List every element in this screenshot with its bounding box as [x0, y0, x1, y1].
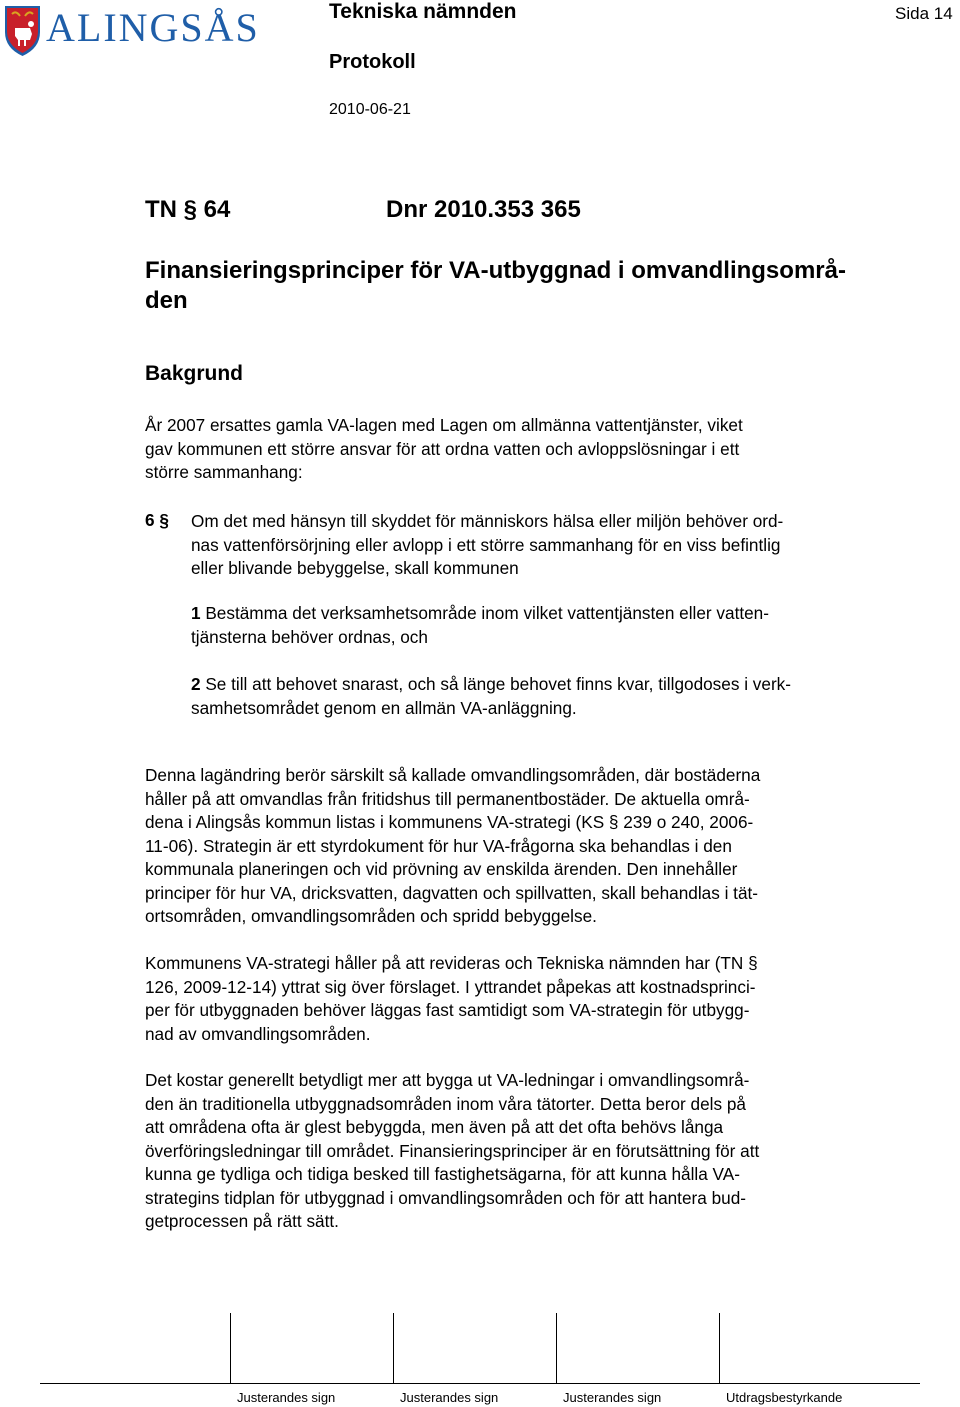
- law-item-number: 1: [191, 603, 201, 623]
- text-line: 126, 2009-12-14) yttrat sig över förslaget. I yttrandet påpekas att kostnadsprinci-: [145, 976, 756, 997]
- signature-divider: [230, 1313, 231, 1383]
- paragraph-reference: TN § 64: [145, 196, 231, 223]
- text-line: Kommunens VA-strategi håller på att revideras och Tekniska nämnden har (TN §: [145, 953, 758, 973]
- law-item-number: 2: [191, 674, 201, 694]
- signature-divider: [719, 1313, 720, 1383]
- law-item-text: Se till att behovet snarast, och så länge behovet finns kvar, tillgodoses i verk-: [205, 674, 791, 694]
- meeting-date: 2010-06-21: [329, 101, 411, 118]
- text-line: per för utbyggnaden behöver läggas fast samtidigt som VA-strategin för utbygg-: [145, 1000, 750, 1020]
- signature-divider: [556, 1313, 557, 1383]
- body-paragraph-1: [145, 764, 885, 929]
- text-line: Om det med hänsyn till skyddet för människors hälsa eller miljön behöver ord-: [191, 511, 784, 531]
- signature-divider: [393, 1313, 394, 1383]
- signature-label: Justerandes sign: [563, 1390, 662, 1405]
- text-line: strategins tidplan för utbyggnad i omvandlingsområden och för att hantera bud-: [145, 1187, 746, 1208]
- text-line: Det kostar generellt betydligt mer att bygga ut VA-ledningar i omvandlingsområ-: [145, 1070, 750, 1090]
- text-line: Denna lagändring berör särskilt så kallade omvandlingsområden, där bostäderna: [145, 765, 761, 785]
- case-title-line: Finansieringsprinciper för VA-utbyggnad i omvandlingsområ-: [145, 257, 846, 284]
- signature-label: Justerandes sign: [237, 1390, 336, 1405]
- text-line: principer för hur VA, dricksvatten, dagvatten och spillvatten, skall behandlas i tät-: [145, 882, 759, 903]
- text-line: kommunala planeringen och vid prövning av enskilda ärenden. Den innehåller: [145, 859, 738, 879]
- signature-label: Justerandes sign: [400, 1390, 499, 1405]
- text-line: tjänsterna behöver ordnas, och: [191, 626, 428, 647]
- case-title-line: den: [145, 287, 188, 314]
- text-line: samhetsområdet genom en allmän VA-anläggning.: [191, 697, 577, 718]
- text-line: överföringsledningar till området. Finansieringsprinciper är en förutsättning för att: [145, 1140, 760, 1161]
- certification-label: Utdragsbestyrkande: [726, 1390, 843, 1405]
- text-line: den än traditionella utbyggnadsområden inom våra tätorter. Detta beror dels på: [145, 1093, 746, 1114]
- law-item-2: [191, 673, 911, 720]
- committee-name: Tekniska nämnden: [329, 0, 517, 23]
- law-section-number: 6 §: [145, 510, 169, 530]
- page-number: Sida 14: [895, 4, 953, 23]
- case-title: [145, 256, 905, 316]
- text-line: 11-06). Strategin är ett styrdokument för hur VA-frågorna ska behandlas i den: [145, 835, 732, 856]
- text-line: nad av omvandlingsområden.: [145, 1023, 371, 1044]
- body-paragraph-3: [145, 1069, 885, 1234]
- law-item-text: Bestämma det verksamhetsområde inom vilket vattentjänsten eller vatten-: [205, 603, 769, 623]
- text-line: eller blivande bebyggelse, skall kommunen: [191, 558, 519, 578]
- text-line: gav kommunen ett större ansvar för att ordna vatten och avloppslösningar i ett: [145, 438, 740, 459]
- diary-number: Dnr 2010.353 365: [386, 196, 581, 223]
- signature-baseline: [40, 1383, 920, 1384]
- text-line: dena i Alingsås kommun listas i kommunens VA-strategi (KS § 239 o 240, 2006-: [145, 812, 754, 832]
- text-line: ortsområden, omvandlingsområden och spridd bebyggelse.: [145, 906, 597, 926]
- text-line: År 2007 ersattes gamla VA-lagen med Lagen om allmänna vattentjänster, viket: [145, 415, 743, 435]
- municipality-wordmark: ALINGSÅS: [46, 5, 260, 50]
- text-line: getprocessen på rätt sätt.: [145, 1211, 339, 1231]
- body-paragraph-2: [145, 952, 885, 1046]
- document-type: Protokoll: [329, 51, 416, 73]
- text-line: håller på att omvandlas från fritidshus till permanentbostäder. De aktuella områ-: [145, 788, 750, 809]
- law-item-1: [191, 602, 911, 649]
- text-line: nas vattenförsörjning eller avlopp i ett större sammanhang för en viss befintlig: [191, 534, 781, 555]
- law-text: [191, 510, 911, 581]
- law-item-line: [191, 602, 911, 626]
- section-heading: Bakgrund: [145, 362, 244, 385]
- text-line: att områdena ofta är glest bebyggda, men även på att det ofta behövs långa: [145, 1117, 724, 1137]
- text-line: större sammanhang:: [145, 462, 303, 482]
- text-line: kunna ge tydliga och tidiga besked till fastighetsägarna, för att kunna hålla VA-: [145, 1164, 740, 1184]
- intro-paragraph: [145, 414, 885, 485]
- law-item-line: [191, 673, 911, 697]
